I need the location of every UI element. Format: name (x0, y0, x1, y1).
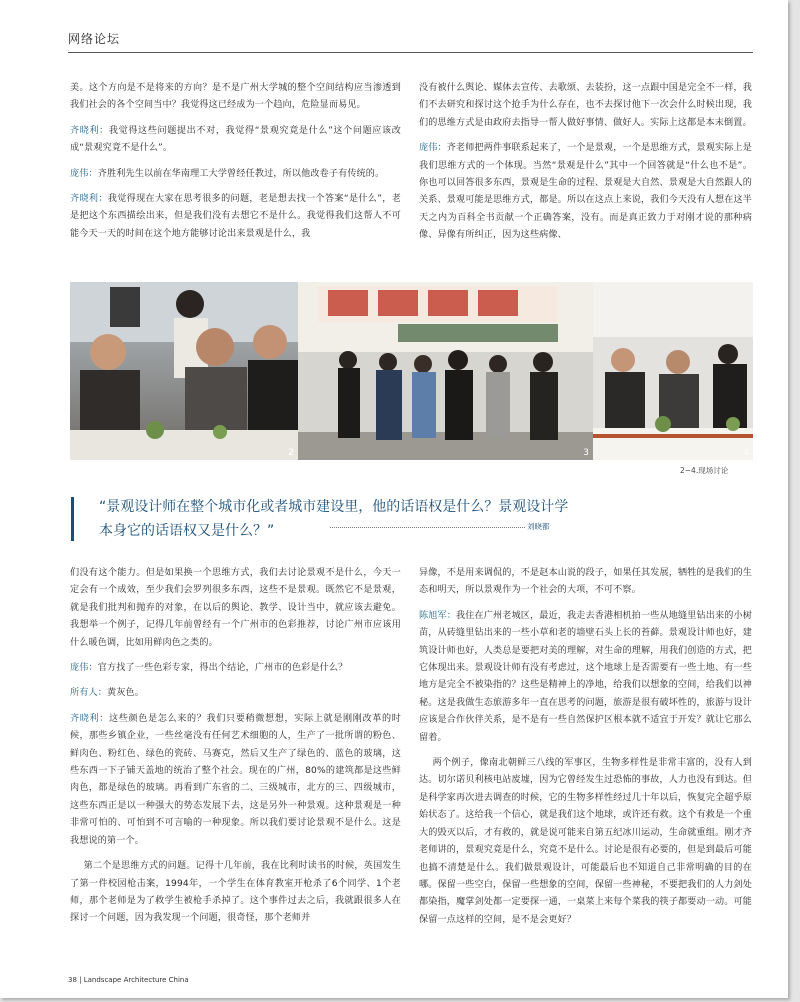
speaker-name: 庞伟： (70, 168, 98, 179)
paragraph-text: 我觉得这些问题提出不对，我觉得“景观究竟是什么”这个问题应该改成“景观究竟不是什么”。 (70, 125, 401, 154)
photo-3-image (298, 282, 593, 460)
speaker-name: 齐晓利： (70, 125, 109, 136)
photo-strip (70, 282, 753, 460)
paragraph-text: 没有被什么舆论、媒体去宣传、去歌颂、去装扮，这一点跟中国是完全不一样，我们不去研究和探讨这个抢手为什么存在，也不去探讨他下一次会什么时候出现，我们的思维方式是由政府去指导一帮人做好事情、做好人。实际上这都是本末倒置。 (419, 83, 752, 128)
quote-accent-bar (71, 497, 74, 541)
page-number: 38 (68, 976, 77, 984)
paragraph (70, 660, 401, 677)
bottom-right-column (419, 565, 752, 937)
paragraph-text: 美。这个方向是不是将来的方向？是不是广州大学城的整个空间结构应当渗透到我们社会的各个空间当中？我觉得这已经成为一个趋向，危险显而易见。 (70, 83, 401, 111)
paragraph-text: 两个例子，像南北朝鲜三八线的军事区，生物多样性是非常丰富的，没有人到达。切尔诺贝利核电站废墟，因为它曾经发生过恐怖的事故，人力也没有到达。但是科学家再次进去调查的时候，它的生物多样性经过几十年以后，恢复完全超乎原始状态了。这给我一个信心，就是我们这个地球，或许还有救。这个有救是一个重大的毁灭以后，才有救的，就是说可能来自第五纪冰川运动，生命就重组。刚才齐老师讲的，景观究竟是什么，究竟不是什么。讨论是很有必要的，但是到最后可能也搞不清楚是什么。我们做景观设计，可能最后也不知道自己非常明确的目的在哪。保留一些空白，保留一些想象的空间，保留一些神秘，不要把我们的人力剑处都染指，魔掌剑处都一定要探一通，一桌菜上来每个菜我的筷子都要动一动。可能保留一点这样的空间，是不是会更好？ (419, 758, 752, 925)
paragraph-text: 异像，不是用来调侃的，不是赵本山说的段子，如果任其发展，牺牲的是我们的生态和明天，所以景观作为一个社会的大项，不可不察。 (419, 568, 752, 596)
speaker-name: 所有人： (70, 688, 107, 699)
paragraph-text: 官方找了一些色彩专家，得出个结论，广州市的色彩是什么？ (97, 663, 348, 674)
photo-exhibition-group (298, 282, 593, 460)
paragraph-text: 我住在广州老城区，最近，我走去香港相机拍一些从地缝里钻出来的小树苗，从砖缝里钻出来的一些小草和老的墙壁石头上长的苔藓。景观设计师也好，建筑设计师也好，人类总是要把对美的理解，对生命的理解，用我们创造的方式，把它体现出来。景观设计师有没有考虑过，这个地球上是否需要有一些土地、有一些地方是完全不被染指的？这些是精神上的净地，给我们以想象的空间，给我们以神秘。这是我做生态旅游多年一直在思考的问题，旅游是很有破坏性的，旅游与设计应该是合作伙伴关系，是不是有一些自然保护区根本就不适宜于开发？就让它那么留着。 (419, 610, 752, 743)
speaker-name: 齐晓利： (70, 713, 109, 724)
paragraph (70, 166, 401, 183)
photo-2-image (70, 282, 298, 460)
paragraph-text: 我觉得现在大家在思考很多的问题，老是想去找一个答案“是什么”，老是把这个东西描绘出来，但是我们没有去想它不是什么。我觉得我们这帮人不可能今天一天的时间在这个地方能够讨论出来景观是什么，我 (70, 194, 401, 239)
paragraph-text: 第二个是思维方式的问题。记得十几年前，我在比利时读书的时候，英国发生了第一件校园枪击案，1994年，一个学生在体育教室开枪杀了6个同学、1个老师，那个老师是为了救学生被枪手杀掉了。这个事件过去之后，我就跟很多人在探讨一个问题，因为我发现一个问题，很奇怪，那个老师并 (70, 861, 401, 924)
paragraph (419, 565, 752, 600)
paragraph (419, 140, 752, 244)
photo-number: 3 (583, 448, 589, 458)
paragraph (70, 711, 401, 850)
paragraph (70, 685, 401, 702)
paragraph-text: 黄灰色。 (106, 688, 144, 699)
photo-panel-discussion-1 (70, 282, 298, 460)
paragraph (419, 80, 752, 132)
bottom-left-column (70, 565, 401, 936)
speaker-name: 陈旭军： (419, 610, 456, 621)
section-title: 网络论坛 (68, 32, 121, 46)
photo-4-image (593, 282, 753, 460)
paragraph (70, 858, 401, 928)
photo-panel-discussion-2 (593, 282, 753, 460)
paragraph (419, 608, 752, 747)
pull-quote: “景观设计师在整个城市化或者城市建设里，他的话语权是什么？景观设计学本身它的话语权又是什么？” (99, 499, 569, 539)
speaker-name: 庞伟： (419, 143, 447, 154)
paragraph (70, 80, 401, 115)
paragraph-text: 们没有这个能力。但是如果换一个思维方式，我们去讨论景观不是什么，今天一定会有一个成效，至少我们会罗列很多东西，这些不是景观。既然它不是景观，就是我们批判和抛弃的对象，在以后的舆论、教学、设计当中，就应该去避免。我想举一个例子，记得几年前曾经有一个广州市的色彩推荐，讨论广州市应该用什么暖色调，比如用鲜肉色之类的。 (70, 568, 401, 648)
photo-caption: 2~4.现场讨论 (680, 466, 729, 475)
top-left-column (70, 80, 401, 251)
paragraph (70, 123, 401, 158)
speaker-name: 庞伟： (70, 663, 98, 674)
paragraph (70, 191, 401, 243)
page-footer: 38 | Landscape Architecture China (68, 976, 189, 984)
top-right-column (419, 80, 752, 253)
journal-name: Landscape Architecture China (83, 976, 189, 984)
paragraph-text: 这些颜色是怎么来的？我们只要稍微想想，实际上就是刚刚改革的时候，那些乡镇企业，一些丝毫没有任何艺术细胞的人，生产了一批所谓的粉色、鲜肉色、粉红色、绿色的瓷砖、马赛克，然后又生产了绿色的、蓝色的玻璃，这些东西一下子铺天盖地的统治了整个社会。现在的广州，80%的建筑都是这些鲜肉色，都是绿色的玻璃。再看到广东省的二、三级城市，北方的三、四级城市，这些东西正是以一种强大的势态发展下去，这是另外一种景观。这种景观是一种非常可怕的、可怕到不可言喻的一种现象。所以我们要讨论景观不是什么。这是我想说的第一个。 (70, 713, 401, 846)
header-rule (68, 52, 753, 53)
paragraph (419, 755, 752, 929)
photo-number: 2 (288, 448, 294, 458)
paragraph (70, 565, 401, 652)
quote-author: 刘晓都 (527, 522, 550, 531)
paragraph-text: 齐胜利先生以前在华南理工大学曾经任教过，所以他改卷子有传统的。 (97, 168, 385, 179)
speaker-name: 齐晓利： (70, 194, 108, 205)
photo-number: 4 (743, 448, 749, 458)
paragraph-text: 齐老师把两件事联系起来了，一个是景观，一个是思维方式，景观实际上是我们思维方式的一个体现。当然“景观是什么”其中一个回答就是“什么也不是”。你也可以回答很多东西，景观是生命的过程、景观是大自然、景观是大自然跟人的关系、景观可能是思维方式，都是。所以在这点上来说，我们今天没有人想在这半天之内为百科全书贡献一个正确答案，没有。而是真正致力于对刚才说的那种病像、异像有所纠正，因为这些病像、 (419, 143, 752, 241)
quote-leader-dots (330, 527, 525, 528)
